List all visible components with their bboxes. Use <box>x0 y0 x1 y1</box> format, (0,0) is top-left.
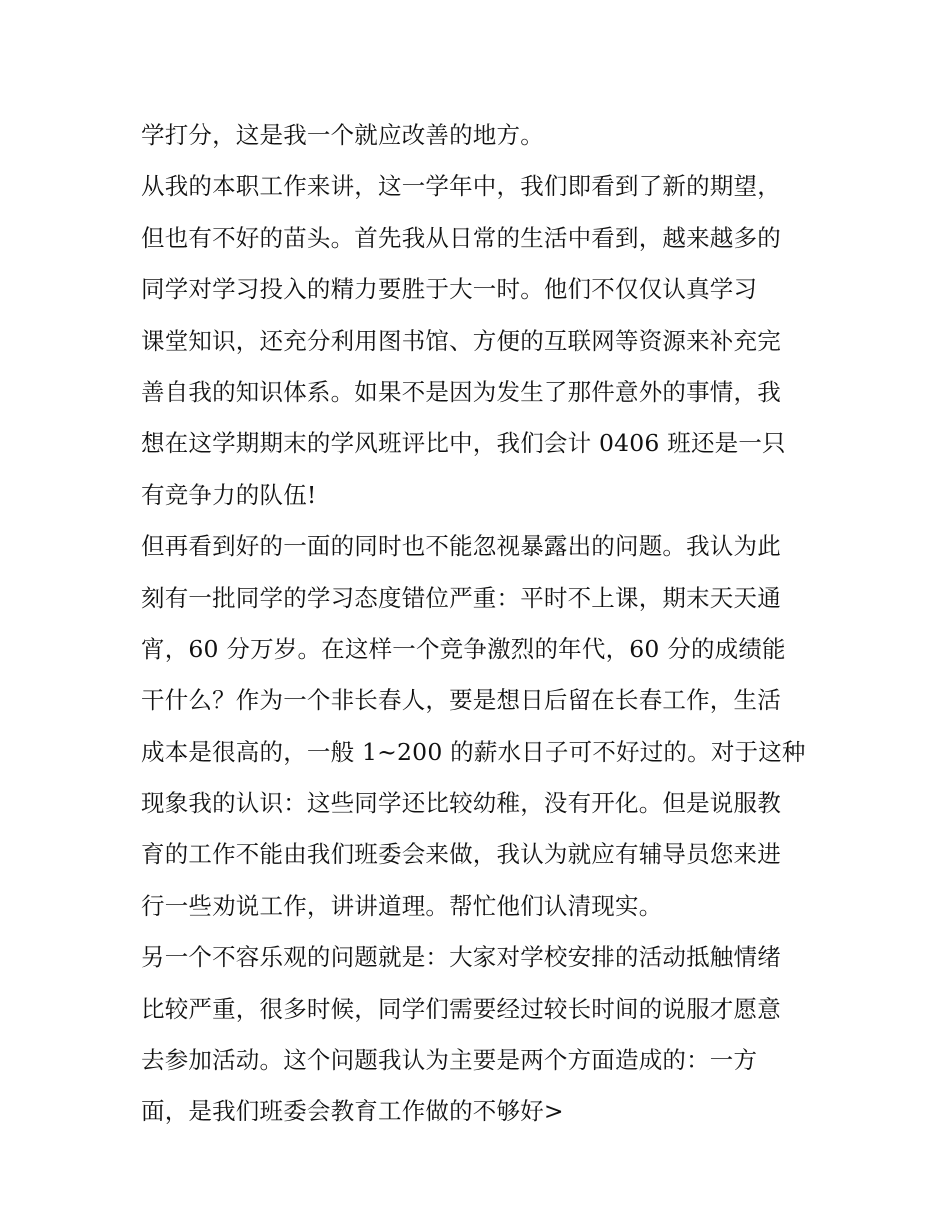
text-line: 现象我的认识：这些同学还比较幼稚，没有开化。但是说服教 <box>141 789 781 818</box>
text-line: 有竞争力的队伍! <box>141 480 317 509</box>
text-line: 去参加活动。这个问题我认为主要是两个方面造成的：一方 <box>141 1046 758 1075</box>
text-line: 面，是我们班委会教育工作做的不够好> <box>141 1097 564 1126</box>
text-line: 比较严重，很多时候，同学们需要经过较长时间的说服才愿意 <box>141 994 781 1023</box>
text-line: 同学对学习投入的精力要胜于大一时。他们不仅仅认真学习 <box>141 275 758 304</box>
text-line: 宵，60 分万岁。在这样一个竞争激烈的年代，60 分的成绩能 <box>141 634 786 663</box>
text-line: 想在这学期期末的学风班评比中，我们会计 0406 班还是一只 <box>141 429 786 458</box>
text-line: 学打分，这是我一个就应改善的地方。 <box>141 121 544 149</box>
text-line: 育的工作不能由我们班委会来做，我认为就应有辅导员您来进 <box>141 840 781 869</box>
text-line: 成本是很高的，一般 1~200 的薪水日子可不好过的。对于这种 <box>141 737 806 766</box>
text-line: 干什么？作为一个非长春人，要是想日后留在长春工作，生活 <box>141 686 781 715</box>
text-line: 但也有不好的苗头。首先我从日常的生活中看到，越来越多的 <box>141 223 781 252</box>
text-line: 从我的本职工作来讲，这一学年中，我们即看到了新的期望， <box>141 172 781 201</box>
text-line: 但再看到好的一面的同时也不能忽视暴露出的问题。我认为此 <box>141 532 781 561</box>
text-line: 另一个不容乐观的问题就是：大家对学校安排的活动抵触情绪 <box>141 943 781 972</box>
text-line: 行一些劝说工作，讲讲道理。帮忙他们认清现实。 <box>141 891 663 920</box>
text-line: 刻有一批同学的学习态度错位严重：平时不上课，期末天天通 <box>141 583 781 612</box>
text-line: 善自我的知识体系。如果不是因为发生了那件意外的事情，我 <box>141 377 781 406</box>
text-line: 课堂知识，还充分利用图书馆、方便的互联网等资源来补充完 <box>141 326 781 355</box>
body-text <box>141 110 821 1138</box>
